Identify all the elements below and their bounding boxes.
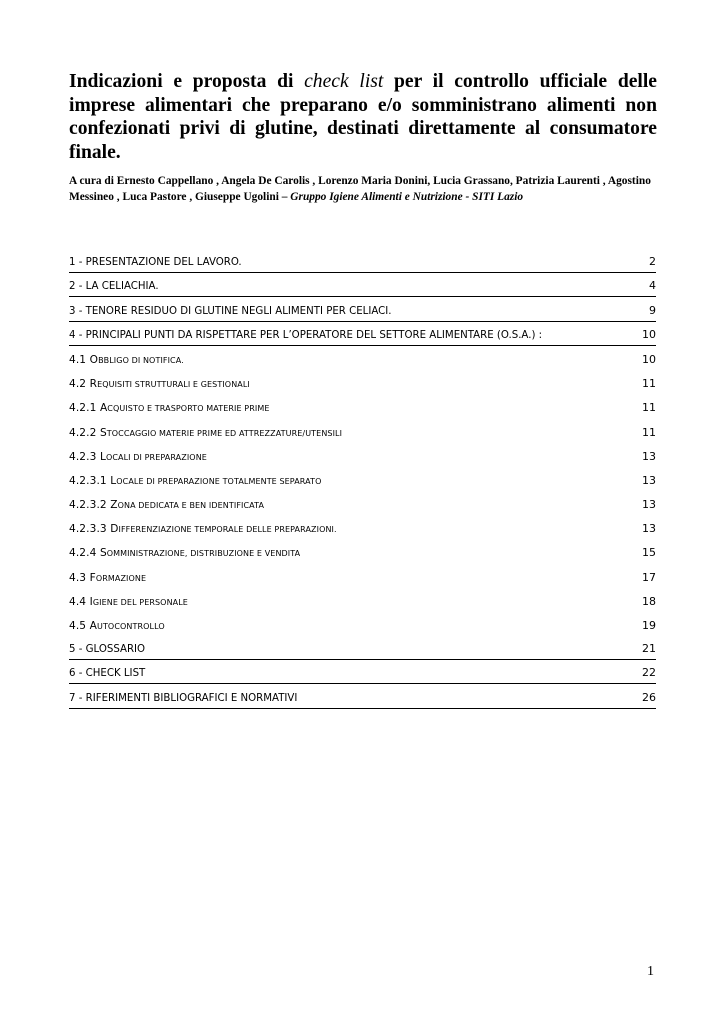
toc-entry-label [69,281,626,296]
toc-entry-title-rest: OCALI DI PREPARAZIONE [105,452,207,462]
toc-entry-title-start: RIFERIMENTI BIBLIOGRAFICI E NORMATIVI [85,692,298,704]
toc-entry-title-rest: TOCCAGGIO MATERIE PRIME ED ATTREZZATURE/UTENSILI [106,428,343,438]
toc-entry-page: 22 [642,666,656,680]
toc-entry-page: 13 [642,473,656,487]
toc-entry-title-start: S [99,547,107,560]
toc-entry-number: 4 - [69,329,86,341]
title-part-1: Indicazioni e proposta di [69,71,305,92]
toc-entry-number: 1 - [69,257,86,269]
toc-entry[interactable] [69,588,656,612]
toc-entry-page: 17 [642,570,656,584]
toc-entry-label [69,523,626,539]
toc-entry-number: 4.2.3 [69,450,100,463]
toc-entry-title-start: R [89,378,98,391]
toc-entry-title-rest: IFFERENZIAZIONE TEMPORALE DELLE PREPARAZIONI. [118,525,337,535]
toc-entry-page: 26 [642,690,656,704]
toc-entry-title-rest: EQUISITI STRUTTURALI E GESTIONALI [97,380,250,390]
toc-entry-page: 18 [642,594,656,608]
toc-entry-title-start: PRESENTAZIONE DEL LAVORO. [85,257,242,269]
toc-entry-page: 13 [642,522,656,536]
toc-entry[interactable] [69,418,656,442]
toc-entry[interactable] [69,346,656,370]
toc-entry-number: 4.1 [69,353,90,366]
toc-entry-label [69,354,626,370]
toc-entry-label [69,547,626,563]
toc-entry-title-start: D [110,523,119,536]
toc-entry-page: 2 [649,255,656,269]
toc-entry-number: 4.4 [69,595,90,608]
toc-entry-label [69,596,626,612]
toc-entry-title-start: A [89,620,97,632]
toc-entry[interactable] [69,563,656,587]
toc-entry-number: 2 - [69,281,86,293]
toc-entry-page: 4 [649,279,656,293]
toc-entry-number: 5 - [69,644,86,656]
toc-entry[interactable] [69,684,656,708]
toc-entry[interactable] [69,273,656,297]
toc-entry[interactable] [69,467,656,491]
toc-entry[interactable] [69,322,656,346]
toc-entry[interactable] [69,249,656,273]
toc-entry-number: 4.2.3.1 [69,474,111,487]
toc-entry-title-start: L [110,474,117,487]
toc-entry-label [69,306,626,321]
toc-entry-number: 4.2.4 [69,547,100,560]
toc-entry-title-rest: BBLIGO DI NOTIFICA. [98,355,184,365]
toc-entry-title-start: TENORE RESIDUO DI GLUTINE NEGLI ALIMENTI PER CELIACI. [85,305,392,317]
toc-entry[interactable] [69,515,656,539]
toc-entry-title-start: S [99,426,107,439]
toc-entry-page: 15 [642,546,656,560]
toc-entry-title-rest: OMMINISTRAZIONE, DISTRIBUZIONE E VENDITA [106,549,301,559]
toc-entry-label [69,330,626,345]
toc-entry-page: 21 [642,642,656,656]
toc-entry-title-start: Z [110,499,118,512]
toc-entry-number: 4.2 [69,378,90,391]
toc-entry[interactable] [69,491,656,515]
toc-entry-title-start: O [89,353,99,366]
toc-entry-title-start: PRINCIPALI PUNTI DA RISPETTARE PER L’OPERATORE DEL SETTORE ALIMENTARE (O.S.A.) : [85,329,543,341]
toc-entry-label [69,378,626,394]
toc-entry-title-start: CHECK LIST [85,668,146,680]
toc-entry-number: 3 - [69,305,86,317]
title-italic: check list [304,71,384,92]
toc-entry-page: 19 [642,619,656,632]
toc-entry-title-start: A [99,402,108,415]
toc-entry-title-start: I [89,595,93,608]
toc-entry-page: 10 [642,327,656,341]
toc-entry-title-start: LA CELIACHIA. [85,281,159,293]
toc-entry-number: 6 - [69,668,86,680]
title-part-2: per il controllo ufficiale delle imprese alimentari che preparano e/o somministrano alimenti non confezionati privi di glutine, destinati direttamente al consumatore finale. [69,71,657,163]
toc-entry-title-start: L [99,450,106,463]
page-number: 1 [647,964,654,979]
toc-entry-page: 9 [649,303,656,317]
toc-entry-label [69,402,626,418]
toc-entry-number: 4.2.1 [69,402,100,415]
toc-entry-label [69,427,626,443]
toc-entry-number: 4.3 [69,571,90,584]
toc-entry[interactable] [69,636,656,660]
toc-entry[interactable] [69,394,656,418]
toc-entry-title-start: F [89,571,96,584]
authors-line [69,174,661,205]
toc-entry-title-rest: GIENE DEL PERSONALE [92,597,188,607]
toc-entry-label [69,620,626,636]
toc-entry-number: 4.2.3.3 [69,523,111,536]
toc-entry[interactable] [69,443,656,467]
toc-entry-number: 4.2.2 [69,426,100,439]
author-names: A cura di Ernesto Cappellano , Angela De Carolis , Lorenzo Maria Donini, Lucia Grassano, Patrizia Laurenti , Agostino Messineo , Luca Pastore , Giuseppe Ugolini – [69,175,651,203]
toc-entry-label [69,693,626,708]
toc-entry-title-start: GLOSSARIO [85,644,146,656]
toc-entry-label [69,451,626,467]
toc-entry-title-rest: UTOCONTROLLO [96,622,165,631]
toc-entry-page: 11 [642,425,656,439]
toc-entry-number: 7 - [69,692,86,704]
toc-entry-label [69,475,626,491]
toc-entry[interactable] [69,660,656,684]
toc-entry-page: 10 [642,352,656,366]
toc-entry-label [69,644,626,659]
toc-entry-page: 11 [642,377,656,391]
toc-entry-title-rest: OCALE DI PREPARAZIONE TOTALMENTE SEPARATO [116,476,322,486]
author-group: Gruppo Igiene Alimenti e Nutrizione - SITI Lazio [290,190,524,203]
toc-entry-label [69,499,626,515]
toc-entry[interactable] [69,612,656,636]
table-of-contents [69,249,656,709]
toc-entry-label [69,572,626,588]
toc-entry-page: 11 [642,401,656,415]
toc-entry[interactable] [69,539,656,563]
document-title [69,70,657,164]
toc-entry[interactable] [69,297,656,321]
toc-entry-title-rest: ORMAZIONE [95,573,147,583]
toc-entry-title-rest: ONA DEDICATA E BEN IDENTIFICATA [117,501,265,511]
toc-entry-number: 4.5 [69,620,90,632]
toc-entry-label [69,257,626,272]
toc-entry[interactable] [69,370,656,394]
toc-entry-page: 13 [642,449,656,463]
toc-entry-page: 13 [642,498,656,512]
toc-entry-title-rest: CQUISTO E TRASPORTO MATERIE PRIME [107,404,270,414]
toc-entry-number: 4.2.3.2 [69,499,111,512]
toc-entry-label [69,668,626,683]
